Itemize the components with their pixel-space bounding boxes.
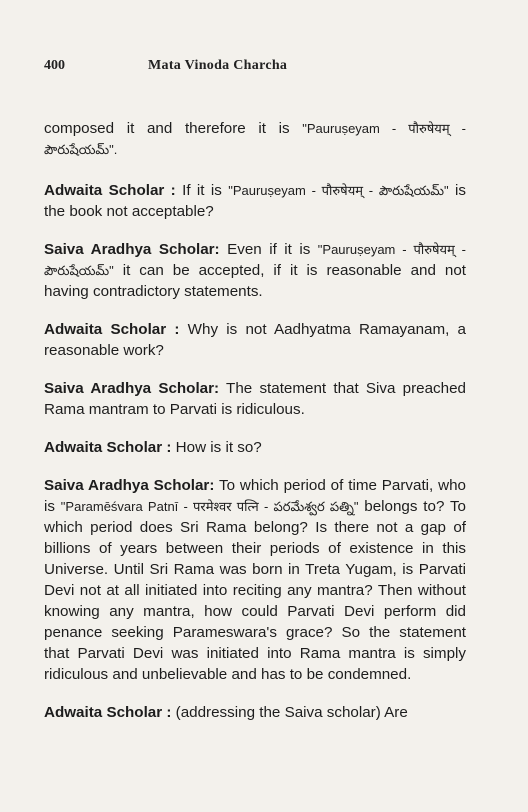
paragraph-text: To which period of time Parvati, who is: [44, 477, 466, 515]
quoted-term: "Paramēśvara Patnī - परमेश्वर पत्नि - పరమేశ్వర పత్ని": [60, 499, 359, 514]
paragraph-text: is the book not acceptable?: [44, 182, 467, 220]
speaker-label: Saiva Aradhya Scholar:: [44, 241, 220, 258]
dialogue-paragraph: [44, 702, 466, 723]
page-body: [44, 118, 466, 740]
speaker-label: Adwaita Scholar :: [44, 182, 176, 199]
speaker-label: Saiva Aradhya Scholar:: [44, 477, 215, 494]
speaker-label: Adwaita Scholar :: [44, 439, 172, 456]
running-title: Mata Vinoda Charcha: [148, 58, 288, 73]
speaker-label: Saiva Aradhya Scholar:: [44, 380, 220, 397]
dialogue-paragraph: [44, 319, 466, 361]
paragraph-text: Even if it is: [219, 241, 318, 258]
dialogue-paragraph: [44, 239, 466, 302]
quoted-term: "Pauruṣeyam - पौरुषेयम् - పౌరుషేయమ్": [228, 183, 449, 198]
dialogue-paragraph: [44, 118, 466, 160]
page-number: 400: [44, 58, 65, 73]
dialogue-paragraph: [44, 437, 466, 458]
speaker-label: Adwaita Scholar :: [44, 321, 180, 338]
paragraph-text: composed it and therefore it is: [44, 120, 303, 137]
quoted-term: "Pauruṣeyam - पौरुषेयम् - పౌరుషేయమ్": [44, 242, 466, 278]
paragraph-text: How is it so?: [171, 439, 262, 456]
paragraph-text: (addressing the Saiva scholar) Are: [171, 704, 408, 721]
paragraph-text: belongs to? To which period does Sri Rama belong? Is there not a gap of billions of years between their periods of existence in this Universe. Until Sri Rama was born in Treta Yugam, is Parvati Devi not at all initiated into reciting any mantra? Then without knowing any mantra, how could Parvati Devi perform did penance seeking Parameswara's grace? So the statement that Parvati Devi was initiated into Rama mantra is simply ridiculous and unbelievable and has to be condemned.: [44, 498, 466, 683]
dialogue-paragraph: [44, 378, 466, 420]
paragraph-text: If it is: [175, 182, 229, 199]
dialogue-paragraph: [44, 475, 466, 685]
paragraph-text: Why is not Aadhyatma Ramayanam, a reasonable work?: [44, 321, 467, 359]
dialogue-paragraph: [44, 180, 466, 222]
speaker-label: Adwaita Scholar :: [44, 704, 172, 721]
paragraph-text: The statement that Siva preached Rama mantram to Parvati is ridiculous.: [44, 380, 466, 418]
paragraph-text: it can be accepted, if it is reasonable and not having contradictory statements.: [44, 262, 466, 300]
quoted-term: "Pauruṣeyam - पौरुषेयम् - పౌరుషేయమ్".: [44, 121, 466, 157]
